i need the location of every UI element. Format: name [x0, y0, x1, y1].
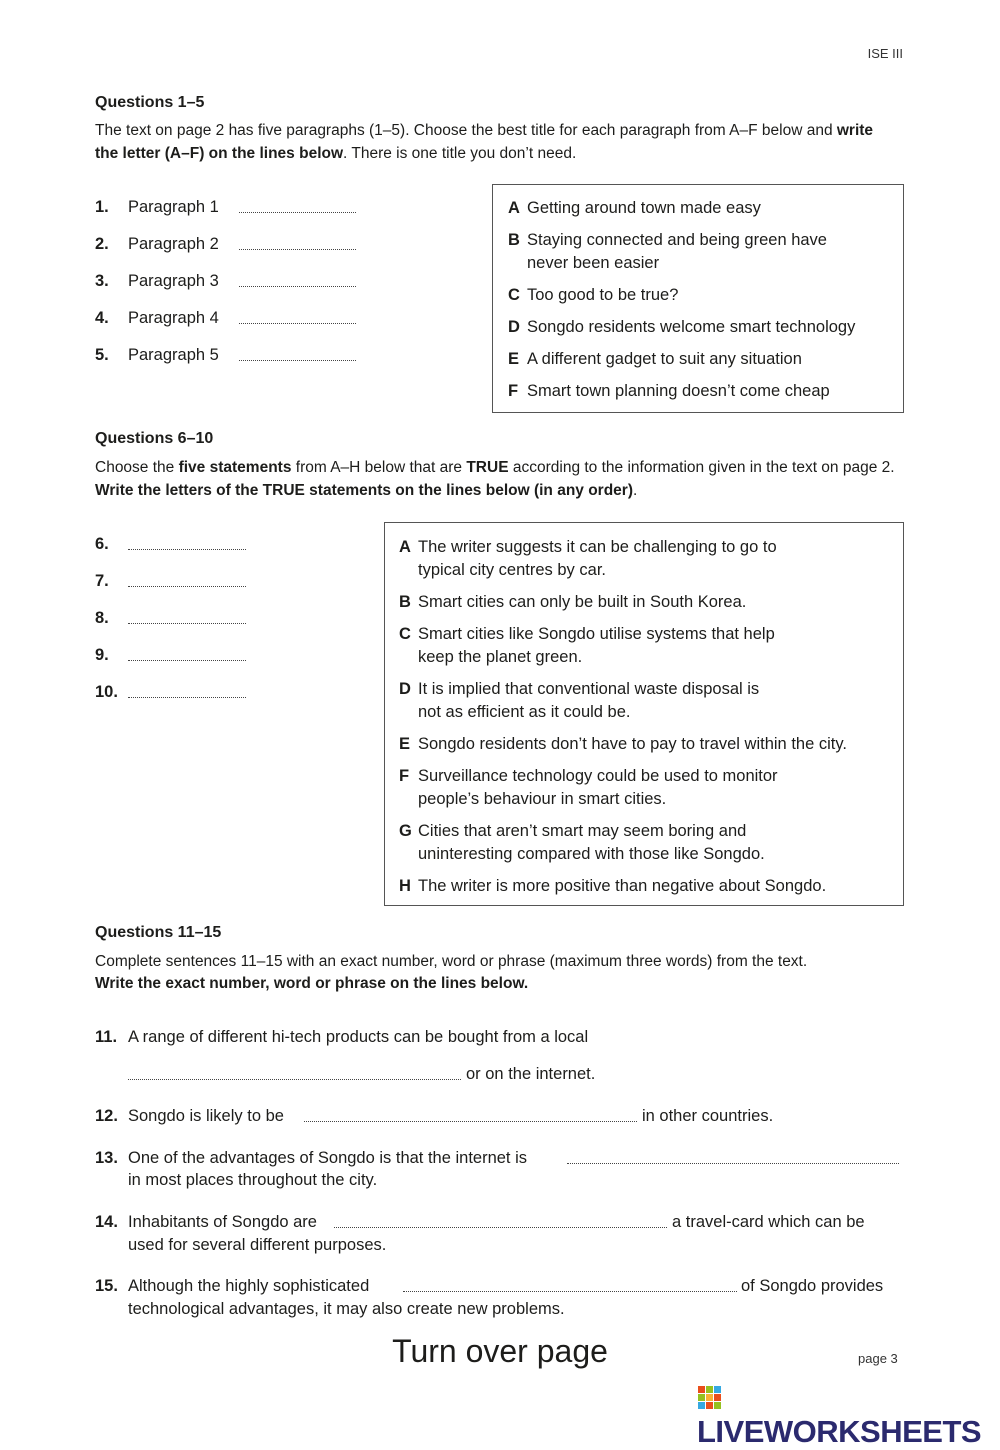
- section1-options-box: A Getting around town made easy B Staying connected and being green have never been easier C Too good to be true? D Songdo residents welcome smart technology E A different gadget to suit any situation F Smart town planning doesn’t come cheap: [492, 184, 904, 413]
- q2-answer-line[interactable]: [239, 249, 356, 250]
- section3-instruction-2: Write the exact number, word or phrase on the lines below.: [95, 975, 529, 992]
- q14-number: 14.: [95, 1213, 118, 1231]
- q12-text-end: in other countries.: [642, 1107, 774, 1125]
- q3-number: 3.: [95, 272, 109, 290]
- q11-text: A range of different hi-tech products can be bought from a local: [128, 1028, 589, 1046]
- q14-answer-line[interactable]: [334, 1227, 667, 1228]
- exam-code: ISE III: [867, 46, 903, 61]
- section2-instructions: Choose the five statements from A–H below that are TRUE according to the information given in the text on page 2. Write the letters of the TRUE statements on the lines below (in any order).: [95, 459, 895, 499]
- section2-options-box: A The writer suggests it can be challenging to go to typical city centres by car. B Smart cities can only be built in South Korea. C Smart cities like Songdo utilise systems that help keep the planet green. D It is implied that conventional waste disposal is not as efficient as it could be. E Songdo residents don’t have to pay to travel within the city. F Surveillance technology could be used to monitor people’s behaviour in smart cities. G Cities that aren’t smart may seem boring and uninteresting compared with those like Songdo. H The writer is more positive than negative about Songdo.: [384, 522, 904, 906]
- q15-text: Although the highly sophisticated: [128, 1277, 370, 1295]
- section3-heading: Questions 11–15: [95, 924, 222, 941]
- q14-text-line2: used for several different purposes.: [128, 1236, 387, 1254]
- q15-text-line2: technological advantages, it may also create new problems.: [128, 1300, 565, 1318]
- section2-heading: Questions 6–10: [95, 430, 214, 447]
- q13-answer-line[interactable]: [567, 1163, 899, 1164]
- liveworksheets-wordmark: LIVEWORKSHEETS: [697, 1414, 982, 1449]
- q4-label: Paragraph 4: [128, 309, 219, 327]
- q15-number: 15.: [95, 1277, 118, 1295]
- q13-number: 13.: [95, 1149, 118, 1167]
- q10-number: 10.: [95, 683, 118, 701]
- q3-answer-line[interactable]: [239, 286, 356, 287]
- statement-c: C Smart cities like Songdo utilise systems that help keep the planet green.: [399, 625, 775, 666]
- statement-g: G Cities that aren’t smart may seem boring and uninteresting compared with those like Songdo.: [399, 822, 765, 863]
- q7-answer-line[interactable]: [128, 586, 246, 587]
- q13-text-line2: in most places throughout the city.: [128, 1171, 378, 1189]
- q6-answer-line[interactable]: [128, 549, 246, 550]
- liveworksheets-icon: [697, 1384, 723, 1412]
- q8-number: 8.: [95, 609, 109, 627]
- q8-answer-line[interactable]: [128, 623, 246, 624]
- q10-answer-line[interactable]: [128, 697, 246, 698]
- q4-answer-line[interactable]: [239, 323, 356, 324]
- q1-label: Paragraph 1: [128, 198, 219, 216]
- section1-heading: Questions 1–5: [95, 94, 205, 111]
- option-b: B Staying connected and being green have never been easier: [508, 231, 827, 272]
- q1-answer-line[interactable]: [239, 212, 356, 213]
- section1-instructions: The text on page 2 has five paragraphs (1–5). Choose the best title for each paragraph from A–F below and write the letter (A–F) on the lines below. There is one title you don’t need.: [95, 122, 874, 162]
- q9-number: 9.: [95, 646, 109, 664]
- q13-text: One of the advantages of Songdo is that the internet is: [128, 1149, 528, 1167]
- q12-number: 12.: [95, 1107, 118, 1125]
- q6-number: 6.: [95, 535, 109, 553]
- liveworksheets-logo: [697, 1378, 1000, 1450]
- q5-label: Paragraph 5: [128, 346, 219, 364]
- q2-label: Paragraph 2: [128, 235, 219, 253]
- q12-text: Songdo is likely to be: [128, 1107, 284, 1125]
- q7-number: 7.: [95, 572, 109, 590]
- q14-text: Inhabitants of Songdo are: [128, 1213, 317, 1231]
- q5-number: 5.: [95, 346, 109, 364]
- statement-d: D It is implied that conventional waste disposal is not as efficient as it could be.: [399, 680, 760, 721]
- q11-answer-line[interactable]: [128, 1079, 461, 1080]
- turn-over-label: Turn over page: [392, 1333, 608, 1369]
- q14-text-end: a travel-card which can be: [672, 1213, 865, 1231]
- q9-answer-line[interactable]: [128, 660, 246, 661]
- q4-number: 4.: [95, 309, 109, 327]
- q1-number: 1.: [95, 198, 109, 216]
- q11-number: 11.: [95, 1028, 118, 1046]
- statement-f: F Surveillance technology could be used to monitor people’s behaviour in smart cities.: [399, 767, 778, 808]
- q15-answer-line[interactable]: [403, 1291, 737, 1292]
- q3-label: Paragraph 3: [128, 272, 219, 290]
- q12-answer-line[interactable]: [304, 1121, 637, 1122]
- q2-number: 2.: [95, 235, 109, 253]
- page-number: page 3: [858, 1351, 898, 1366]
- q5-answer-line[interactable]: [239, 360, 356, 361]
- q15-text-end: of Songdo provides: [741, 1277, 884, 1295]
- q11-text-end: or on the internet.: [466, 1065, 596, 1083]
- section3-instruction-1: Complete sentences 11–15 with an exact number, word or phrase (maximum three words) from the text.: [95, 953, 808, 970]
- statement-a: A The writer suggests it can be challenging to go to typical city centres by car.: [399, 538, 777, 579]
